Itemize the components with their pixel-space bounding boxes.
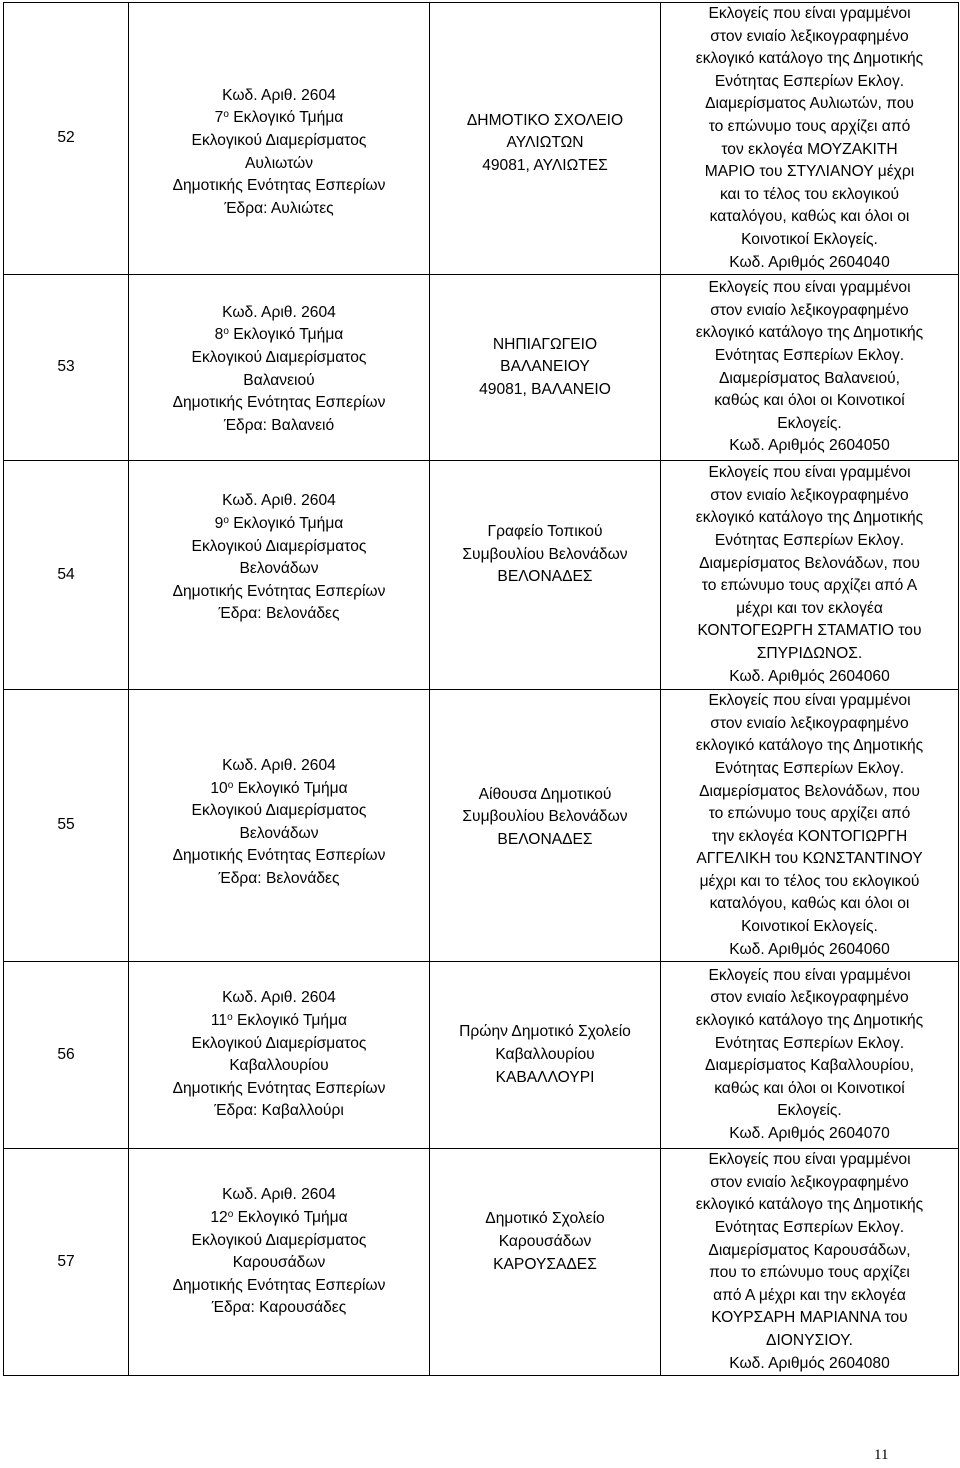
section-ordinal: $10^o$ Εκλογικό Τμήμα (210, 779, 348, 797)
section-district: Καβαλλουρίου (229, 1057, 329, 1075)
section-unit: Δημοτικής Ενότητας Εσπερίων (172, 847, 386, 865)
section-district: Αυλιωτών (244, 154, 314, 172)
section-unit: Δημοτικής Ενότητας Εσπερίων (172, 582, 386, 600)
location-line: ΒΕΛΟΝΑΔΕΣ (497, 830, 593, 848)
row-number: 56 (4, 962, 129, 1149)
table-body (4, 3, 959, 1376)
voters-line: Διαμερίσματος Βελονάδων, που (699, 782, 920, 800)
voters-line: Εκλογείς που είναι γραμμένοι (708, 464, 911, 482)
section-ordinal: $11^o$ Εκλογικό Τμήμα (210, 1012, 348, 1030)
voters-line: ΚΟΥΡΣΑΡΗ ΜΑΡΙΑΝΝΑ του (711, 1309, 908, 1327)
voters-line: εκλογικό κατάλογο της Δημοτικής (695, 1196, 924, 1214)
voters-line: ΚΟΝΤΟΓΕΩΡΓΗ ΣΤΑΜΑΤΙΟ του (697, 622, 922, 640)
voters-line: Διαμερίσματος Βαλανειού, (719, 369, 900, 387)
section-seat: Έδρα: Βελονάδες (218, 605, 340, 623)
polling-section-cell (129, 3, 430, 275)
section-code: Κωδ. Αριθ. 2604 (222, 86, 336, 104)
voters-cell (661, 3, 959, 275)
section-type: Εκλογικού Διαμερίσματος (191, 537, 367, 555)
location-line: ΑΥΛΙΩΤΩΝ (506, 134, 584, 152)
section-district: Καρουσάδων (232, 1254, 326, 1272)
voters-line: το επώνυμο τους αρχίζει από Α (701, 577, 918, 595)
table-row (4, 1149, 959, 1376)
location-cell (430, 962, 661, 1149)
voters-line: Εκλογείς που είναι γραμμένοι (708, 966, 911, 984)
table-row (4, 275, 959, 461)
voters-line: ΣΠΥΡΙΔΩΝΟΣ. (756, 644, 863, 662)
section-district: Βελονάδων (239, 824, 319, 842)
voters-line: εκλογικό κατάλογο της Δημοτικής (695, 1012, 924, 1030)
location-line: Καρουσάδων (498, 1232, 592, 1250)
location-line: 49081, ΒΑΛΑΝΕΙΟ (479, 380, 611, 398)
voters-line: ΑΓΓΕΛΙΚΗ του ΚΩΝΣΤΑΝΤΙΝΟΥ (696, 850, 923, 868)
voters-line: Ενότητας Εσπερίων Εκλογ. (714, 1034, 905, 1052)
voters-cell (661, 275, 959, 461)
polling-section-cell (129, 461, 430, 690)
section-seat: Έδρα: Βαλανειό (223, 416, 335, 434)
table-row (4, 3, 959, 275)
location-line: Πρώην Δημοτικό Σχολείο (459, 1023, 631, 1041)
location-line: Καβαλλουρίου (495, 1045, 595, 1063)
table-row (4, 690, 959, 962)
voters-line: στον ενιαίο λεξικογραφημένο (710, 1173, 909, 1191)
section-ordinal: $12^o$ Εκλογικό Τμήμα (210, 1209, 348, 1227)
section-type: Εκλογικού Διαμερίσματος (191, 131, 367, 149)
voters-line: Κωδ. Αριθμός 2604070 (729, 1125, 890, 1143)
polling-section-cell (129, 1149, 430, 1376)
location-cell (430, 3, 661, 275)
voters-line: Ενότητας Εσπερίων Εκλογ. (714, 1219, 905, 1237)
section-code: Κωδ. Αριθ. 2604 (222, 303, 336, 321)
voters-line: Κωδ. Αριθμός 2604060 (729, 940, 890, 958)
section-type: Εκλογικού Διαμερίσματος (191, 1034, 367, 1052)
section-district: Βελονάδων (239, 560, 319, 578)
section-seat: Έδρα: Αυλιώτες (224, 199, 334, 217)
voters-line: εκλογικό κατάλογο της Δημοτικής (695, 50, 924, 68)
voters-cell (661, 1149, 959, 1376)
voters-line: την εκλογέα ΚΟΝΤΟΓΙΩΡΓΗ (711, 827, 908, 845)
voters-line: εκλογικό κατάλογο της Δημοτικής (695, 324, 924, 342)
section-ordinal: $8^o$ Εκλογικό Τμήμα (214, 326, 344, 344)
voters-line: το επώνυμο τους αρχίζει από (708, 805, 911, 823)
section-unit: Δημοτικής Ενότητας Εσπερίων (172, 177, 386, 195)
section-code: Κωδ. Αριθ. 2604 (222, 989, 336, 1007)
voters-line: ΔΙΟΝΥΣΙΟΥ. (766, 1332, 853, 1349)
voters-line: Εκλογείς. (777, 1102, 842, 1120)
polling-section-cell (129, 690, 430, 962)
voters-line: στον ενιαίο λεξικογραφημένο (710, 301, 909, 319)
location-cell (430, 690, 661, 962)
row-number: 54 (4, 461, 129, 690)
voters-line: Εκλογείς που είναι γραμμένοι (708, 692, 911, 710)
location-line: ΚΑΒΑΛΛΟΥΡΙ (495, 1068, 595, 1086)
voters-line: Κωδ. Αριθμός 2604050 (729, 437, 890, 455)
voters-line: από Α μέχρι και την εκλογέα (713, 1286, 906, 1304)
voters-line: καταλόγου, καθώς και όλοι οι (709, 895, 910, 913)
section-type: Εκλογικού Διαμερίσματος (191, 802, 367, 820)
page-number: 11 (874, 1447, 889, 1463)
voters-line: Ενότητας Εσπερίων Εκλογ. (714, 347, 905, 365)
voters-line: Εκλογείς. (777, 414, 842, 432)
voters-line: Κοινοτικοί Εκλογείς. (741, 230, 878, 248)
voters-cell (661, 962, 959, 1149)
location-line: ΝΗΠΙΑΓΩΓΕΙΟ (492, 335, 598, 353)
location-line: ΒΕΛΟΝΑΔΕΣ (497, 568, 593, 586)
voters-line: Εκλογείς που είναι γραμμένοι (708, 5, 911, 22)
location-line: Συμβουλίου Βελονάδων (462, 545, 628, 563)
voters-line: Εκλογείς που είναι γραμμένοι (708, 1151, 911, 1169)
voters-line: στον ενιαίο λεξικογραφημένο (710, 27, 909, 45)
voters-line: Κωδ. Αριθμός 2604060 (729, 667, 890, 685)
section-code: Κωδ. Αριθ. 2604 (222, 756, 336, 774)
voters-line: Ενότητας Εσπερίων Εκλογ. (714, 72, 905, 90)
section-type: Εκλογικού Διαμερίσματος (191, 349, 367, 367)
voters-line: καθώς και όλοι οι Κοινοτικοί (714, 392, 905, 410)
section-seat: Έδρα: Βελονάδες (218, 869, 340, 887)
section-code: Κωδ. Αριθ. 2604 (222, 492, 336, 510)
voters-line: Διαμερίσματος Αυλιωτών, που (705, 95, 914, 113)
voters-line: στον ενιαίο λεξικογραφημένο (710, 989, 909, 1007)
section-unit: Δημοτικής Ενότητας Εσπερίων (172, 1079, 386, 1097)
voters-line: στον ενιαίο λεξικογραφημένο (710, 714, 909, 732)
location-line: ΚΑΡΟΥΣΑΔΕΣ (493, 1255, 597, 1273)
voters-cell (661, 461, 959, 690)
voters-line: Κωδ. Αριθμός 2604080 (729, 1354, 890, 1372)
voters-line: που το επώνυμο τους αρχίζει (709, 1264, 910, 1282)
voters-cell (661, 690, 959, 962)
voters-line: μέχρι και τον εκλογέα (736, 599, 883, 617)
voters-line: εκλογικό κατάλογο της Δημοτικής (695, 737, 924, 755)
voters-line: το επώνυμο τους αρχίζει από (708, 117, 911, 135)
location-line: Αίθουσα Δημοτικού (478, 785, 612, 803)
section-ordinal: $9^o$ Εκλογικό Τμήμα (214, 514, 344, 532)
location-line: ΔΗΜΟΤΙΚΟ ΣΧΟΛΕΙΟ (466, 111, 624, 129)
voters-line: καταλόγου, καθώς και όλοι οι (709, 208, 910, 226)
voters-line: και το τέλος του εκλογικού (719, 185, 900, 203)
section-ordinal: $7^o$ Εκλογικό Τμήμα (214, 109, 344, 127)
voters-line: ΜΑΡΙΟ του ΣΤΥΛΙΑΝΟΥ μέχρι (704, 163, 915, 181)
location-line: Συμβουλίου Βελονάδων (462, 808, 628, 826)
section-type: Εκλογικού Διαμερίσματος (191, 1231, 367, 1249)
voters-line: Διαμερίσματος Καβαλλουρίου, (705, 1057, 914, 1075)
location-line: ΒΑΛΑΝΕΙΟΥ (500, 358, 590, 376)
location-cell (430, 461, 661, 690)
section-code: Κωδ. Αριθ. 2604 (222, 1186, 336, 1204)
section-unit: Δημοτικής Ενότητας Εσπερίων (172, 394, 386, 412)
voters-line: Ενότητας Εσπερίων Εκλογ. (714, 531, 905, 549)
section-district: Βαλανειού (243, 371, 315, 389)
section-seat: Έδρα: Καρουσάδες (211, 1299, 347, 1317)
voters-line: Κωδ. Αριθμός 2604040 (729, 253, 890, 271)
row-number: 53 (4, 275, 129, 461)
voters-line: καθώς και όλοι οι Κοινοτικοί (714, 1079, 905, 1097)
voters-line: Διαμερίσματος Καρουσάδων, (708, 1241, 911, 1259)
location-line: Γραφείο Τοπικού (487, 523, 603, 541)
location-line: 49081, ΑΥΛΙΩΤΕΣ (482, 156, 608, 174)
voters-line: εκλογικό κατάλογο της Δημοτικής (695, 509, 924, 527)
table-row (4, 962, 959, 1149)
section-seat: Έδρα: Καβαλλούρι (214, 1102, 344, 1120)
polling-section-cell (129, 275, 430, 461)
voters-line: Κοινοτικοί Εκλογείς. (741, 918, 878, 936)
voters-line: μέχρι και το τέλος του εκλογικού (699, 872, 920, 890)
row-number: 55 (4, 690, 129, 962)
section-unit: Δημοτικής Ενότητας Εσπερίων (172, 1276, 386, 1294)
voters-line: Εκλογείς που είναι γραμμένοι (708, 279, 911, 297)
polling-section-cell (129, 962, 430, 1149)
voters-line: Ενότητας Εσπερίων Εκλογ. (714, 759, 905, 777)
voters-line: τον εκλογέα ΜΟΥΖΑΚΙΤΗ (721, 140, 898, 158)
location-cell (430, 1149, 661, 1376)
table-row (4, 461, 959, 690)
voters-line: στον ενιαίο λεξικογραφημένο (710, 486, 909, 504)
polling-stations-table (3, 2, 959, 1376)
location-line: Δημοτικό Σχολείο (485, 1210, 605, 1228)
row-number: 57 (4, 1149, 129, 1376)
location-cell (430, 275, 661, 461)
voters-line: Διαμερίσματος Βελονάδων, που (699, 554, 920, 572)
row-number: 52 (4, 3, 129, 275)
